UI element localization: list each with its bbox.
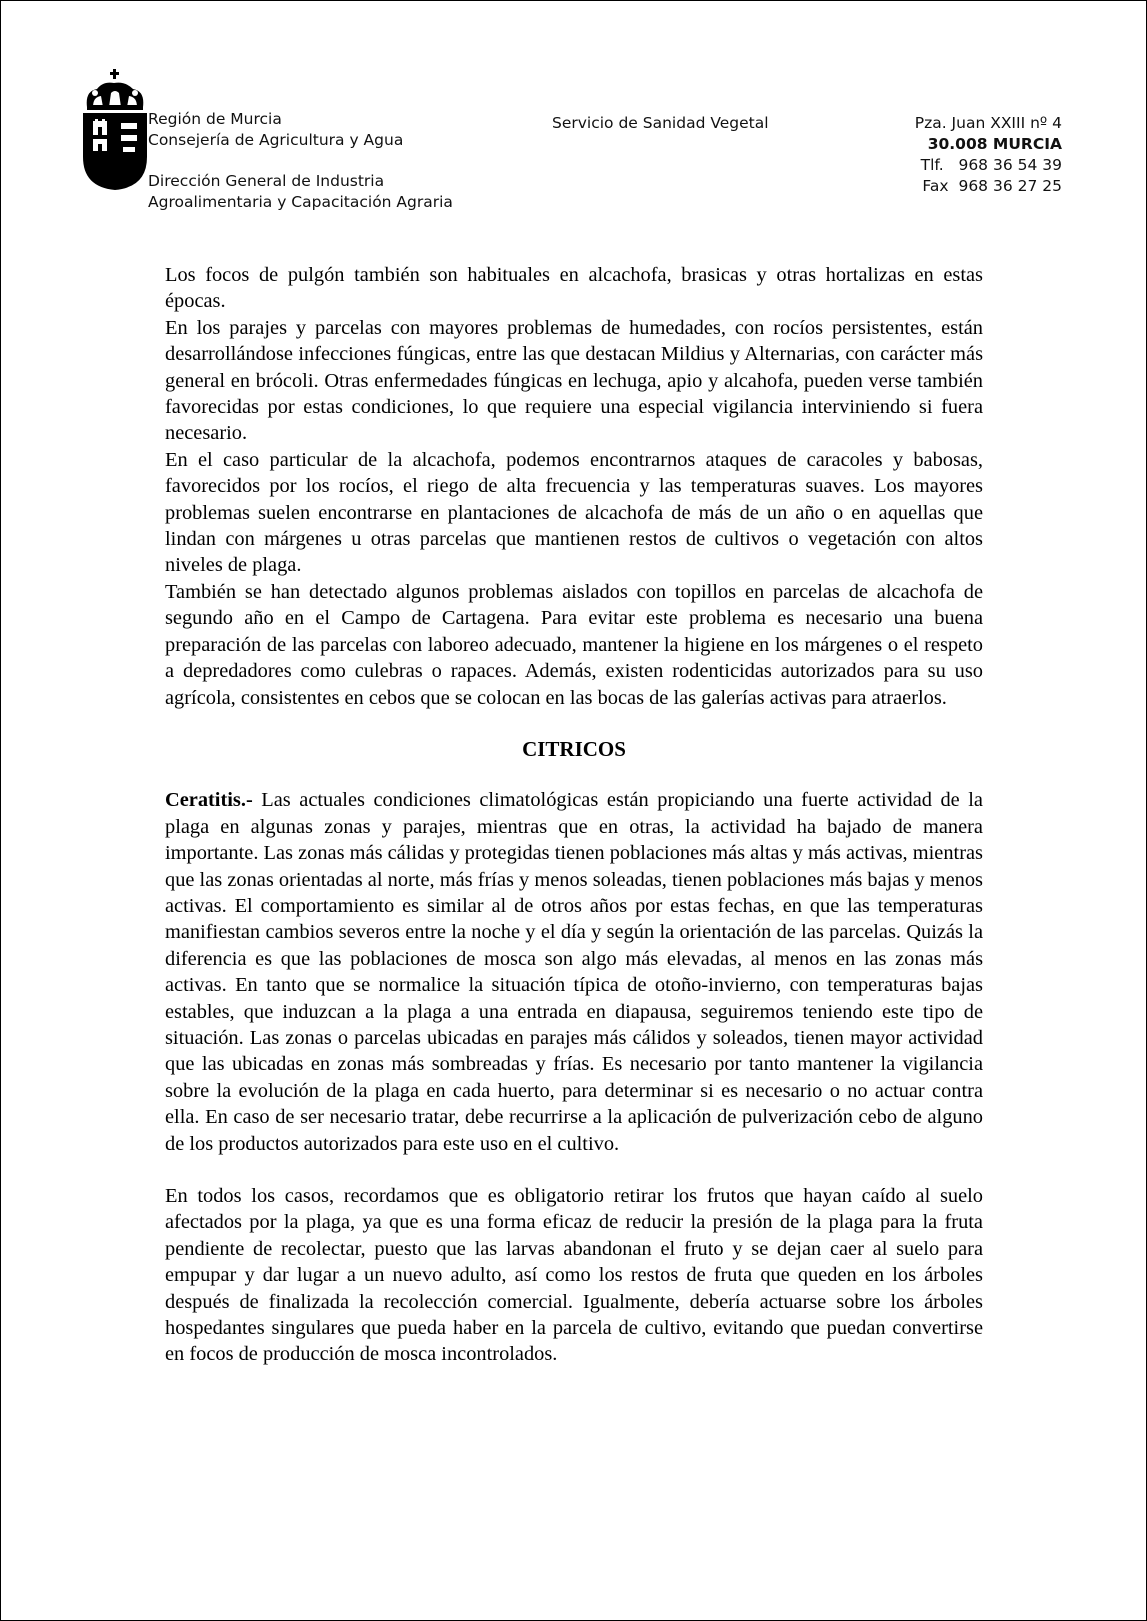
fax-row	[915, 176, 1062, 197]
address-street: Pza. Juan XXIII nº 4	[914, 114, 1062, 132]
org-region: Región de Murcia	[148, 110, 282, 128]
address-city: 30.008 MURCIA	[927, 135, 1062, 153]
paragraph-closing: En todos los casos, recordamos que es obligatorio retirar los frutos que hayan caído al suelo afectados por la plaga, ya que es una forma eficaz de reducir la presión de la plaga para la fruta pendiente de recolectar, puesto que las larvas abandonan el fruto y se dejan caer al suelo para empupar y dar lugar a un nuevo adulto, así como los restos de fruta que queden en los árboles después de finalizada la recolección comercial. Igualmente, debería actuarse sobre los árboles hospedantes singulares que pueda haber en la parcela de cultivo, evitando que puedan convertirse en focos de producción de mosca incontrolados.	[165, 1185, 983, 1366]
phone-label: Tlf.	[920, 156, 944, 174]
fax-label: Fax	[922, 177, 949, 195]
ceratitis-label: Ceratitis.-	[165, 789, 253, 812]
document-body	[165, 262, 983, 1368]
paragraph-alcachofa: En el caso particular de la alcachofa, podemos encontrarnos ataques de caracoles y babosas, favorecidos por los rocíos, el riego de alta frecuencia y las temperaturas suaves. Los mayores problemas suelen encontrarse en plantaciones de alcachofa de más de un año o en aquellas que lindan con márgenes u otras parcelas que mantienen restos de cultivos o vegetación con altos niveles de plaga.	[165, 448, 983, 577]
phone-row	[915, 155, 1062, 176]
organization-block	[148, 109, 453, 213]
paragraph-topillos: También se han detectado algunos problemas aislados con topillos en parcelas de alcachofa de segundo año en el Campo de Cartagena. Para evitar este problema es necesario una buena preparación de las parcelas con laboreo adecuado, mantener la higiene en los márgenes o el respeto a depredadores como culebras o rapaces. Además, existen rodenticidas autorizados para su uso agrícola, consistentes en cebos que se colocan en las bocas de las galerías activas para atraerlos.	[165, 580, 983, 709]
org-directorate-line-2: Agroalimentaria y Capacitación Agraria	[148, 193, 453, 211]
paragraph-ceratitis	[165, 787, 983, 1157]
paragraph-humedades: En los parajes y parcelas con mayores problemas de humedades, con rocíos persistentes, están desarrollándose infecciones fúngicas, entre las que destacan Mildius y Alternarias, con carácter más general en brócoli. Otras enfermedades fúngicas en lechuga, apio y alcahofa, pueden verse también favorecidas por estas condiciones, lo que requiere una especial vigilancia interviniendo si fuera necesario.	[165, 316, 983, 445]
org-department: Consejería de Agricultura y Agua	[148, 131, 404, 149]
paragraph-pulgon: Los focos de pulgón también son habituales en alcachofa, brasicas y otras hortalizas en estas épocas.	[165, 264, 983, 313]
phone-number: 968 36 54 39	[958, 156, 1062, 174]
org-directorate-line-1: Dirección General de Industria	[148, 172, 385, 190]
address-block	[915, 113, 1062, 197]
coat-of-arms-icon	[83, 69, 147, 191]
fax-number: 968 36 27 25	[958, 177, 1062, 195]
section-heading: CITRICOS	[522, 736, 626, 761]
service-name: Servicio de Sanidad Vegetal	[552, 114, 769, 132]
ceratitis-text: Las actuales condiciones climatológicas están propiciando una fuerte actividad de la plaga en algunas zonas y parajes, mientras que en otras, la actividad ha bajado de manera importante. Las zonas más cálidas y protegidas tienen poblaciones más altas y más activas, mientras que las zonas orientadas al norte, más frías y menos soleadas, tienen poblaciones más bajas y menos activas. El comportamiento es similar al de otros años por estas fechas, en que las temperaturas manifiestan cambios severos entre la noche y el día y según la orientación de las parcelas. Quizás la diferencia es que las poblaciones de mosca son algo más elevadas, al menos en las zonas más activas. En tanto que se normalice la situación típica de otoño-invierno, con temperaturas bajas estables, que induzcan a la plaga a una entrada en diapausa, seguiremos teniendo este tipo de situación. Las zonas o parcelas ubicadas en parajes más cálidos y soleados, tienen mayor actividad que las ubicadas en zonas más sombreadas y frías. Es necesario por tanto mantener la vigilancia sobre la evolución de la plaga en cada huerto, para determinar si es necesario o no actuar contra ella. En caso de ser necesario tratar, debe recurrirse a la aplicación de pulverización cebo de alguno de los productos autorizados para este uso en el cultivo.	[165, 789, 983, 1155]
